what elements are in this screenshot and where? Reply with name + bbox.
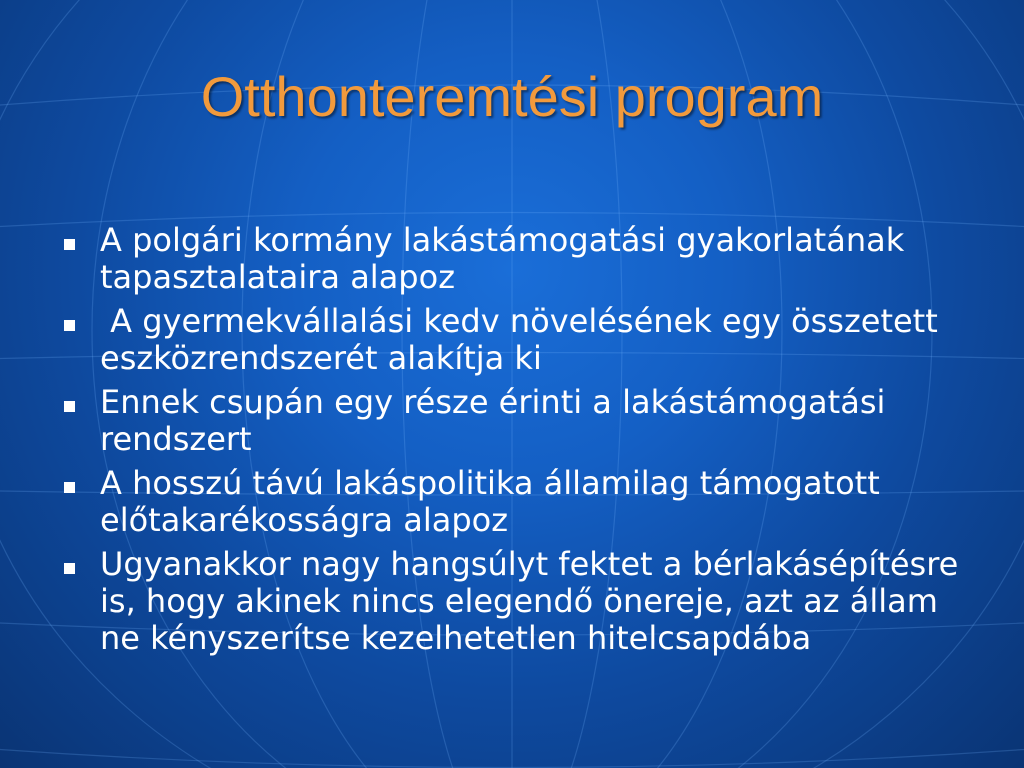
- bullet-text: A polgári kormány lakástámogatási gyakorlatának tapasztalataira alapoz: [100, 221, 905, 296]
- bullet-list: [62, 222, 962, 664]
- square-bullet-icon: [64, 239, 75, 250]
- bullet-text: A hosszú távú lakáspolitika államilag támogatott előtakarékosságra alapoz: [100, 464, 880, 539]
- bullet-text: Ugyanakkor nagy hangsúlyt fektet a bérlakásépítésre is, hogy akinek nincs elegendő önereje, azt az állam ne kényszerítse kezelhetetlen hitelcsapdába: [100, 545, 959, 657]
- bullet-text: A gyermekvállalási kedv növelésének egy összetett eszközrendszerét alakítja ki: [100, 302, 948, 377]
- bullet-item: [62, 384, 962, 458]
- bullet-item: [62, 465, 962, 539]
- bullet-item: [62, 222, 962, 296]
- bullet-item: [62, 546, 962, 657]
- slide-title: Otthonteremtési program: [200, 65, 824, 128]
- square-bullet-icon: [64, 320, 75, 331]
- bullet-item: [62, 303, 962, 377]
- bullet-text: Ennek csupán egy része érinti a lakástámogatási rendszert: [100, 383, 886, 458]
- square-bullet-icon: [64, 563, 75, 574]
- square-bullet-icon: [64, 482, 75, 493]
- square-bullet-icon: [64, 401, 75, 412]
